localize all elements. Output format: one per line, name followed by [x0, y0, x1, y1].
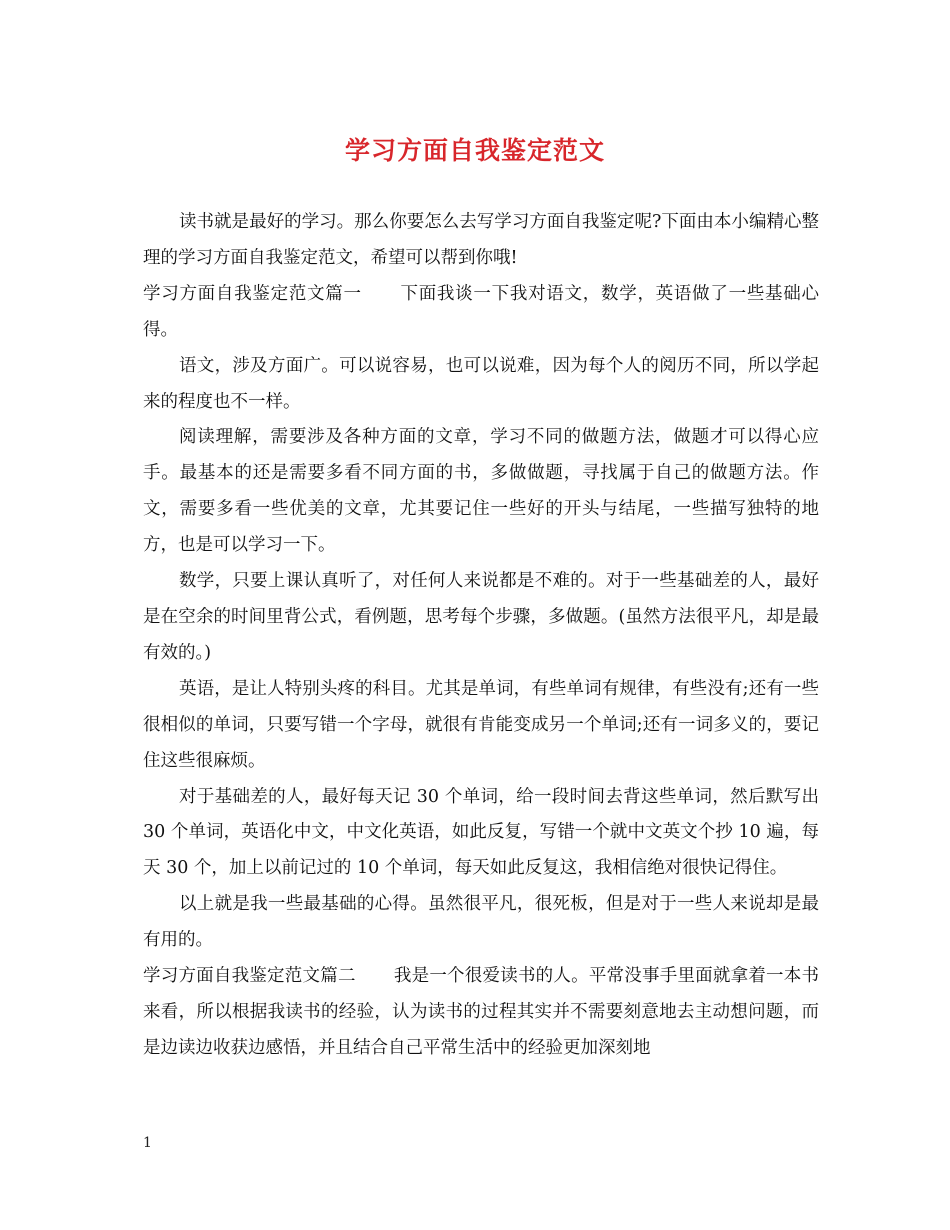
section-2-lead: 我是一个很爱读书的人。平常没事手里面就拿着一本书来看，所以根据我读书的经验，认为读书的过程其实并不需要刻意地去主动想问题，而是边读边收获边感悟，并且结合自己平常生活中的经验更加深刻地 — [143, 966, 820, 1058]
paragraph-summary: 以上就是我一些最基础的心得。虽然很平凡，很死板，但是对于一些人来说却是最有用的。 — [143, 894, 819, 951]
document-body — [143, 205, 819, 1067]
section-2 — [143, 959, 819, 1067]
section-1 — [143, 277, 819, 349]
page-number: 1 — [143, 1135, 152, 1151]
section-1-lead: 下面我谈一下我对语文，数学，英语做了一些基础心得。 — [143, 283, 820, 340]
section-2-heading: 学习方面自我鉴定范文篇二 — [143, 966, 356, 987]
intro-paragraph: 读书就是最好的学习。那么你要怎么去写学习方面自我鉴定呢?下面由本小编精心整理的学习方面自我鉴定范文，希望可以帮到你哦! — [143, 212, 819, 268]
paragraph-english: 英语，是让人特别头疼的科目。尤其是单词，有些单词有规律，有些没有;还有一些很相似的单词，只要写错一个字母，就很有肯能变成另一个单词;还有一词多义的，要记住这些很麻烦。 — [143, 678, 819, 771]
section-1-heading: 学习方面自我鉴定范文篇一 — [143, 283, 362, 304]
paragraph-chinese: 语文，涉及方面广。可以说容易，也可以说难，因为每个人的阅历不同，所以学起来的程度也不一样。 — [143, 355, 819, 412]
paragraph-math: 数学，只要上课认真听了，对任何人来说都是不难的。对于一些基础差的人，最好是在空余的时间里背公式，看例题，思考每个步骤，多做题。(虽然方法很平凡，却是最有效的。) — [143, 571, 819, 663]
paragraph-reading-writing: 阅读理解，需要涉及各种方面的文章，学习不同的做题方法，做题才可以得心应手。最基本的还是需要多看不同方面的书，多做做题，寻找属于自己的做题方法。作文，需要多看一些优美的文章，尤其要记住一些好的开头与结尾，一些描写独特的地方，也是可以学习一下。 — [143, 427, 819, 556]
document-title: 学习方面自我鉴定范文 — [344, 136, 605, 165]
paragraph-vocabulary-method: 对于基础差的人，最好每天记 30 个单词，给一段时间去背这些单词，然后默写出 30 个单词，英语化中文，中文化英语，如此反复，写错一个就中文英文个抄 10 遍，每天 30 个，加上以前记过的 10 个单词，每天如此反复这，我相信绝对很快记得住。 — [143, 786, 819, 879]
